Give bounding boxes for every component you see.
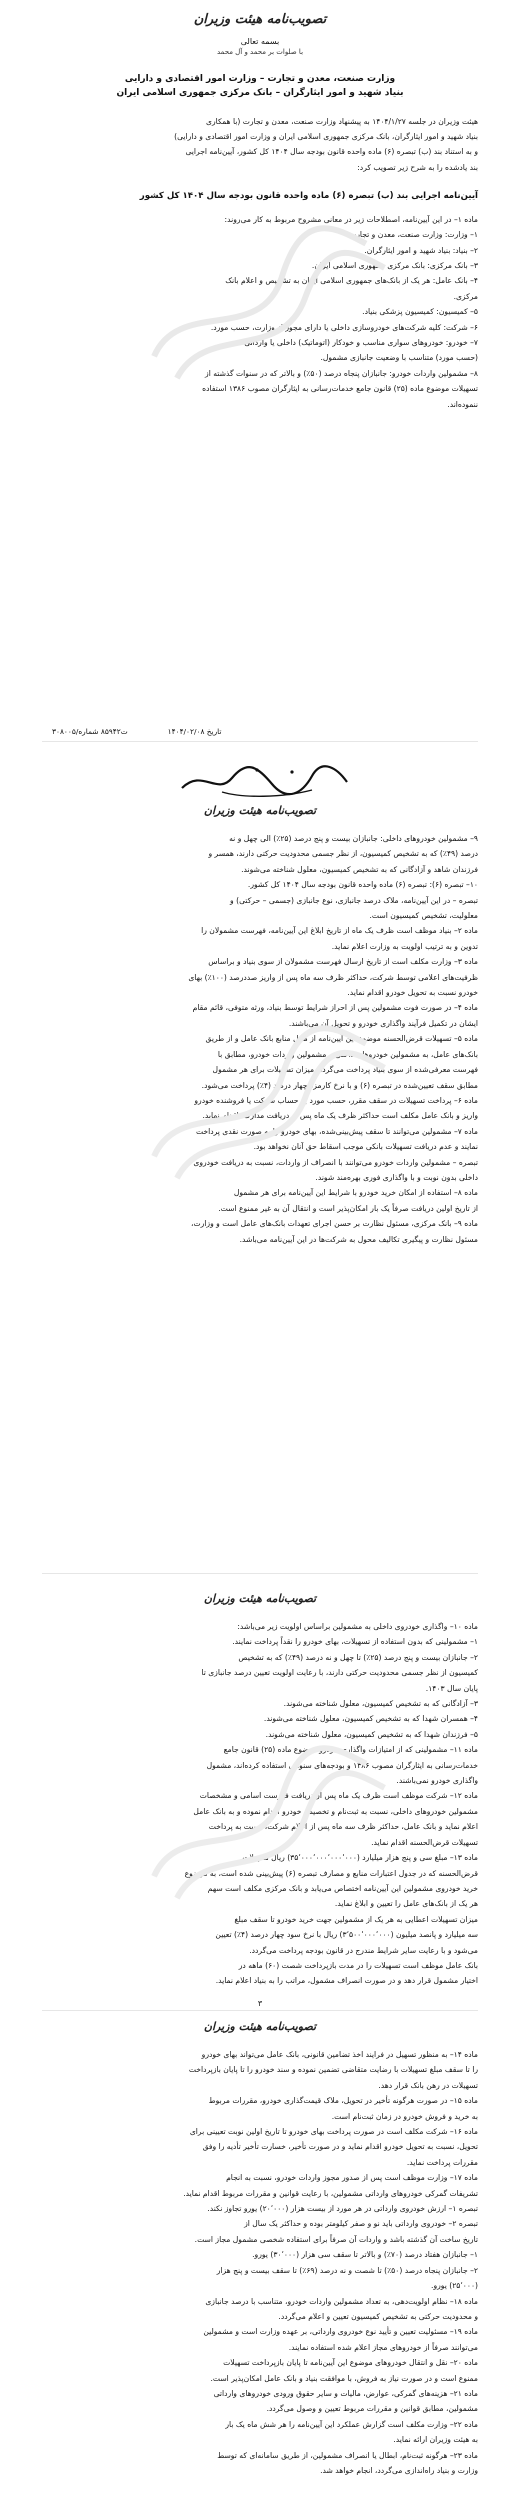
clause-line: ماده ۷– مشمولین می‌توانند تا سقف پیش‌بینی‌شده، بهای خودرو را به صورت نقدی پرداخت <box>195 1126 478 1136</box>
ministry-line: بنیاد شهید و امور ایثارگران – بانک مرکزی جمهوری اسلامی ایران <box>116 88 404 98</box>
clause-line: تدوین و به ترتیب اولویت به وزارت اعلام نماید. <box>331 941 478 951</box>
clause-line: و محدودیت حرکتی به تشخیص کمیسیون تعیین و اعلام می‌گردد. <box>278 2311 478 2321</box>
clause-line: نمایند و عدم دریافت تسهیلات بانکی موجب اسقاط حق آنان نخواهد بود. <box>253 1142 478 1152</box>
page-header: تصویب‌نامه هیئت وزیران <box>203 2020 317 2033</box>
clause-line: اعلام نماید و بانک عامل، حداکثر ظرف سه ماه پس از اعلام شرکت، نسبت به پرداخت <box>208 1822 478 1832</box>
clause-line: خدمات‌رسانی به ایثارگران مصوب ۱۳۸۶ و بودجه‌های سنواتی استفاده کرده‌اند، مشمول <box>206 1760 478 1770</box>
clause-line: ماده ۱۳– مبلغ سی و پنج هزار میلیارد (۳۵٬۰۰۰٬۰۰۰٬۰۰۰٬۰۰۰) ریال تسهیلات <box>242 1853 478 1863</box>
clause-line: به خرید و فروش خودرو در زمان ثبت‌نام است. <box>331 2111 478 2121</box>
clause-line: داخلی بدون نوبت و با واگذاری فوری بهره‌مند شوند. <box>315 1172 478 1182</box>
clause-line: ۱– جانبازان هفتاد درصد (۷۰٪) و بالاتر تا سقف سی هزار (۳۰٬۰۰۰) یورو. <box>252 2250 478 2260</box>
clause-line: می‌توانند صرفاً از خودروهای مجاز اعلام شده استفاده نمایند. <box>288 2342 478 2352</box>
basmala: بسمه تعالی <box>240 37 280 46</box>
clause-line: اختیار مشمول قرار دهد و در صورت انصراف مشمول، مراتب را به بنیاد اعلام نماید. <box>215 1976 478 1986</box>
clause-line: مرکزی. <box>453 291 478 301</box>
clause-line: ۱– مشمولینی که بدون استفاده از تسهیلات، بهای خودرو را نقداً پرداخت نمایند. <box>232 1637 478 1647</box>
regulation-title: آیین‌نامه اجرایی بند (ب) تبصره (۶) ماده واحده قانون بودجه سال ۱۴۰۴ کل کشور <box>139 190 478 201</box>
clause-line: (۲۵٬۰۰۰) یورو. <box>431 2281 478 2291</box>
clause-line: (حسب مورد) متناسب با وضعیت جانبازی مشمول. <box>320 353 478 363</box>
document-date: ۱۴۰۴/۰۲/۰۸ تاریخ <box>167 727 222 736</box>
clause-line: ۵– کمیسیون: کمیسیون پزشکی بنیاد. <box>362 307 478 317</box>
document-meta <box>52 727 222 736</box>
clause-line: ۹– مشمولین خودروهای داخلی: جانبازان بیست و پنج درصد (۲۵٪) الی چهل و نه <box>229 834 478 843</box>
clause-line: ماده ۲۱– هزینه‌های گمرکی، عوارض، مالیات و سایر حقوق ورودی خودروهای وارداتی <box>213 2388 478 2398</box>
signature-image <box>162 758 362 804</box>
clause-line: ۷– خودرو: خودروهای سواری مناسب و خودکار (اتوماتیک) داخلی یا وارداتی <box>244 338 478 348</box>
clause-line: ماده ۱– در این آیین‌نامه، اصطلاحات زیر در معانی مشروح مربوط به کار می‌روند: <box>224 214 478 224</box>
clause-line: تسهیلات موضوع ماده (۲۵) قانون جامع خدمات‌رسانی به ایثارگران مصوب ۱۳۸۶ استفاده <box>202 384 478 394</box>
clause-line: ۸– مشمولین واردات خودرو: جانبازان پنجاه درصد (۵۰٪) و بالاتر که در سنوات گذشته از <box>205 368 478 378</box>
clause-line: ۲– جانبازان پنجاه درصد (۵۰٪) تا شصت و نه درصد (۶۹٪) تا سقف بیست و پنج هزار <box>216 2265 478 2275</box>
clause-line: ۴– بانک عامل: هر یک از بانک‌های جمهوری اسلامی ایران به تشخیص و اعلام بانک <box>225 276 478 286</box>
clause-line: را تا سقف مبلغ تسهیلات با رضایت متقاضی تضمین نموده و سند خودرو را تا پایان بازپرداخت <box>188 2065 478 2075</box>
clause-line: ننموده‌اند. <box>447 399 478 409</box>
clause-line: ماده ۱۶– شرکت مکلف است در صورت پرداخت بهای خودرو تا تاریخ اولین نوبت تعیینی برای <box>189 2127 478 2137</box>
clause-line: ۲– جانبازان بیست و پنج درصد (۲۵٪) تا چهل و نه درصد (۴۹٪) که به تشخیص <box>238 1652 478 1662</box>
document-number: ۳۰۸۰۰۵/ت۸۵۹۴۲ شماره <box>52 727 128 736</box>
recipient-ministries <box>42 72 478 100</box>
clause-line: ماده ۵– تسهیلات قرض‌الحسنه موضوع این آیین‌نامه از محل منابع بانک عامل و از طریق <box>205 1034 478 1044</box>
clause-line: تسهیلات قرض‌الحسنه اقدام نماید. <box>371 1837 478 1847</box>
clause-line: ۶– شرکت: کلیه شرکت‌های خودروسازی داخلی یا دارای مجوز از وزارت، حسب مورد. <box>210 322 478 332</box>
clause-line: ۵– فرزندان شهدا که به تشخیص کمیسیون، معلول شناخته می‌شوند. <box>265 1729 478 1739</box>
document-page-1 <box>42 0 478 742</box>
clause-line: ماده ۹– بانک مرکزی، مسئول نظارت بر حسن اجرای تعهدات بانک‌های عامل است و وزارت، <box>191 1219 478 1229</box>
clause-line: ماده ۱۸– نظام اولویت‌دهی، به تعداد مشمولین واردات خودرو، متناسب با درصد جانبازی <box>205 2296 478 2306</box>
clause-line: ماده ۱۴– به منظور تسهیل در فرایند اخذ تضامین قانونی، بانک عامل می‌تواند بهای خودرو <box>201 2050 478 2059</box>
clause-line: ماده ۱۵– در صورت هرگونه تأخیر در تحویل، ملاک قیمت‌گذاری خودرو، مقررات مربوط <box>208 2096 478 2106</box>
clause-line: تسهیلات در رهن بانک قرار دهد. <box>378 2080 478 2090</box>
clause-line: ماده ۱۷– وزارت موظف است پس از صدور مجوز واردات خودرو، نسبت به انجام <box>226 2173 478 2183</box>
intro-line: و به استناد بند (ب) تبصره (۶) ماده واحده قانون بودجه سال ۱۴۰۴ کل کشور، آیین‌نامه اجرایی <box>185 147 478 157</box>
clause-line: ۳– آزادگانی که به تشخیص کمیسیون، معلول شناخته می‌شوند. <box>283 1699 478 1709</box>
document-page-2 <box>42 752 478 1574</box>
clause-line: بانک عامل موظف است تسهیلات را در مدت بازپرداخت شصت (۶۰) ماهه در <box>238 1960 478 1970</box>
document-page-4 <box>42 2010 478 2490</box>
clause-line: فهرست معرفی‌شده از سوی بنیاد پرداخت می‌گردد. میزان تسهیلات برای هر مشمول <box>212 1065 478 1075</box>
decree-intro <box>42 114 478 175</box>
clause-line: تاریخ ساخت آن گذشته باشد و واردات آن صرفاً برای استفاده شخصی مشمول مجاز است. <box>194 2234 478 2244</box>
clause-line: تحویل، نسبت به تحویل خودرو اقدام نماید و در صورت تأخیر، خسارت تأخیر تأدیه را وفق <box>202 2142 478 2152</box>
clause-line: تشریفات گمرکی خودروهای وارداتی مشمولین، با رعایت قوانین و مقررات مربوط اقدام نماید. <box>183 2188 478 2198</box>
clause-line: مسئول نظارت و پیگیری تکالیف محول به شرکت‌ها در این آیین‌نامه می‌باشد. <box>239 1234 478 1244</box>
clause-line: خرید خودروی مشمولین این آیین‌نامه اختصاص می‌یابد و بانک مرکزی مکلف است سهم <box>207 1883 478 1893</box>
clause-line: ماده ۳– وزارت مکلف است از تاریخ ارسال فهرست مشمولان از سوی بنیاد و براساس <box>208 957 478 967</box>
clause-list <box>42 831 478 1247</box>
clause-list <box>42 2047 478 2478</box>
clause-line: ماده ۲۰– نقل و انتقال خودروهای موضوع این آیین‌نامه تا پایان بازپرداخت تسهیلات <box>223 2358 478 2368</box>
clause-line: ماده ۱۰– واگذاری خودروی داخلی به مشمولین براساس اولویت زیر می‌باشد: <box>237 1622 478 1631</box>
clause-line: ماده ۴– در صورت فوت مشمولین پس از احراز شرایط توسط بنیاد، ورثه متوفی، قائم مقام <box>192 1003 478 1013</box>
clause-line: تبصره ۱– ارزش خودروی وارداتی در هر مورد از بیست هزار (۲۰٬۰۰۰) یورو تجاوز نکند. <box>207 2204 478 2214</box>
clause-line: تبصره – در این آیین‌نامه، ملاک درصد جانبازی، نوع جانبازی (جسمی – حرکتی) و <box>230 895 478 905</box>
clause-list <box>42 1619 478 1989</box>
clause-line: میزان تسهیلات اعطایی به هر یک از مشمولین جهت خرید خودرو تا سقف مبلغ <box>234 1914 478 1924</box>
clause-line: ماده ۱۱– مشمولینی که از امتیازات واگذاری خودرو موضوع ماده (۲۵) قانون جامع <box>223 1745 478 1755</box>
clause-line: بانک‌های عامل، به مشمولین خودروهای داخلی و مشمولین واردات خودرو، مطابق با <box>217 1049 478 1059</box>
salavat: با صلوات بر محمد و آل محمد <box>216 48 304 56</box>
clause-line: وزارت و بنیاد راه‌اندازی می‌گردد، انجام خواهد شد. <box>320 2465 478 2475</box>
clause-line: کمیسیون از نظر جسمی محدودیت حرکتی دارند، با رعایت اولویت تعیین درصد جانبازی تا <box>201 1668 478 1678</box>
clause-list <box>42 212 478 412</box>
clause-line: به هیئت وزیران ارائه نماید. <box>393 2435 478 2445</box>
clause-line: ظرفیت‌های اعلامی توسط شرکت، حداکثر ظرف سه ماه پس از واریز صددرصد (۱۰۰٪) بهای <box>188 972 478 982</box>
clause-line: ۱– وزارت: وزارت صنعت، معدن و تجارت. <box>346 230 478 240</box>
intro-line: بنیاد شهید و امور ایثارگران، بانک مرکزی جمهوری اسلامی ایران و وزارت امور اقتصادی و دارایی) <box>174 132 478 142</box>
clause-line: ماده ۱۲– شرکت موظف است ظرف یک ماه پس از دریافت فهرست اسامی و مشخصات <box>199 1791 478 1801</box>
clause-line: قرض‌الحسنه که در جدول اعتبارات منابع و مصارف تبصره (۶) پیش‌بینی شده است، به موضوع <box>184 1868 478 1878</box>
clause-line: مشمولین خودروهای داخلی، نسبت به ثبت‌نام و تخصیص خودرو اقدام نموده و به بانک عامل <box>193 1806 478 1816</box>
page-number: ۳ <box>257 1998 263 2008</box>
clause-line: درصد (۴۹٪) که به تشخیص کمیسیون، از نظر جسمی محدودیت حرکتی دارند، همسر و <box>208 849 478 859</box>
clause-line: واریز و بانک عامل مکلف است حداکثر ظرف یک ماه پس از دریافت مدارک، اقدام نماید. <box>202 1111 478 1121</box>
clause-line: ۲– بنیاد: بنیاد شهید و امور ایثارگران. <box>364 245 478 255</box>
intro-line: هیئت وزیران در جلسه ۱۴۰۴/۱/۲۷ به پیشنهاد وزارت صنعت، معدن و تجارت (با همکاری <box>206 117 478 126</box>
clause-line: پایان سال ۱۴۰۳. <box>425 1683 478 1693</box>
clause-line: ماده ۲– بنیاد موظف است ظرف یک ماه از تاریخ ابلاغ این آیین‌نامه، فهرست مشمولان را <box>201 926 478 936</box>
clause-line: ۴– همسران شهدا که به تشخیص کمیسیون، معلول شناخته می‌شوند. <box>263 1714 478 1724</box>
clause-line: معلولیت، تشخیص کمیسیون است. <box>369 911 478 921</box>
page-header: تصویب‌نامه هیئت وزیران <box>193 12 327 27</box>
clause-line: از تاریخ اولین دریافت صرفاً یک بار امکان‌پذیر است و انتقال آن به غیر ممنوع است. <box>218 1203 478 1213</box>
clause-line: ماده ۲۳– هرگونه ثبت‌نام، ابطال یا انصراف مشمولین، از طریق سامانه‌ای که توسط <box>217 2450 478 2460</box>
clause-line: مقررات پرداخت نماید. <box>406 2157 478 2167</box>
page-header: تصویب‌نامه هیئت وزیران <box>203 1592 317 1605</box>
clause-line: هر یک از بانک‌های عامل را تعیین و ابلاغ نماید. <box>334 1899 478 1909</box>
clause-line: ماده ۶– پرداخت تسهیلات در سقف مقرر، حسب مورد به حساب شرکت یا فروشنده خودرو <box>194 1095 478 1105</box>
clause-line: سه میلیارد و پانصد میلیون (۳٬۵۰۰٬۰۰۰٬۰۰۰) ریال با نرخ سود چهار درصد (۴٪) تعیین <box>215 1930 478 1940</box>
clause-line: ماده ۱۹– مسئولیت تعیین و تأیید نوع خودروی وارداتی، بر عهده وزارت است و مشمولین <box>203 2327 478 2337</box>
clause-line: تبصره ۲– خودروی وارداتی باید نو و صفر کیلومتر بوده و حداکثر یک سال از <box>244 2219 478 2229</box>
clause-line: مشمولین، مطابق قوانین و مقررات مربوط تعیین و وصول می‌گردد. <box>266 2404 478 2414</box>
page-header: تصویب‌نامه هیئت وزیران <box>203 804 317 817</box>
clause-line: ماده ۸– استفاده از امکان خرید خودرو با شرایط این آیین‌نامه برای هر مشمول <box>233 1188 478 1198</box>
clause-line: ۳– بانک مرکزی: بانک مرکزی جمهوری اسلامی ایران. <box>311 261 478 271</box>
clause-line: ماده ۲۲– وزارت مکلف است گزارش عملکرد این آیین‌نامه را هر شش ماه یک بار <box>225 2419 478 2429</box>
clause-line: ۱۰– تبصره (۶): تبصره (۶) ماده واحده قانون بودجه سال ۱۴۰۴ کل کشور. <box>247 880 478 890</box>
intro-line: بند یادشده را به شرح زیر تصویب کرد: <box>357 162 478 172</box>
clause-line: فرزندان شاهد و آزادگانی که به تشخیص کمیسیون، معلول شناخته می‌شوند. <box>241 864 478 874</box>
clause-line: تبصره – مشمولین واردات خودرو می‌توانند با انصراف از واردات، نسبت به دریافت خودروی <box>193 1157 478 1167</box>
clause-line: ایشان در تکمیل فرآیند واگذاری خودرو و تحویل آن می‌باشند. <box>288 1018 478 1028</box>
clause-line: ممنوع است و در صورت نیاز به فروش، با موافقت بنیاد و بانک عامل امکان‌پذیر است. <box>210 2373 478 2383</box>
clause-line: می‌شود و با رعایت سایر شرایط مندرج در قانون بودجه پرداخت می‌گردد. <box>249 1945 478 1955</box>
ministry-line: وزارت صنعت، معدن و تجارت – وزارت امور اقتصادی و دارایی <box>124 74 396 84</box>
document-page-3 <box>42 1584 478 2008</box>
clause-line: خودرو نسبت به تحویل خودرو اقدام نماید. <box>347 988 478 998</box>
clause-line: مطابق سقف تعیین‌شده در تبصره (۶) و با نرخ کارمزد چهار درصد (۴٪) پرداخت می‌شود. <box>201 1080 478 1090</box>
clause-line: واگذاری خودرو نمی‌باشند. <box>396 1776 478 1786</box>
